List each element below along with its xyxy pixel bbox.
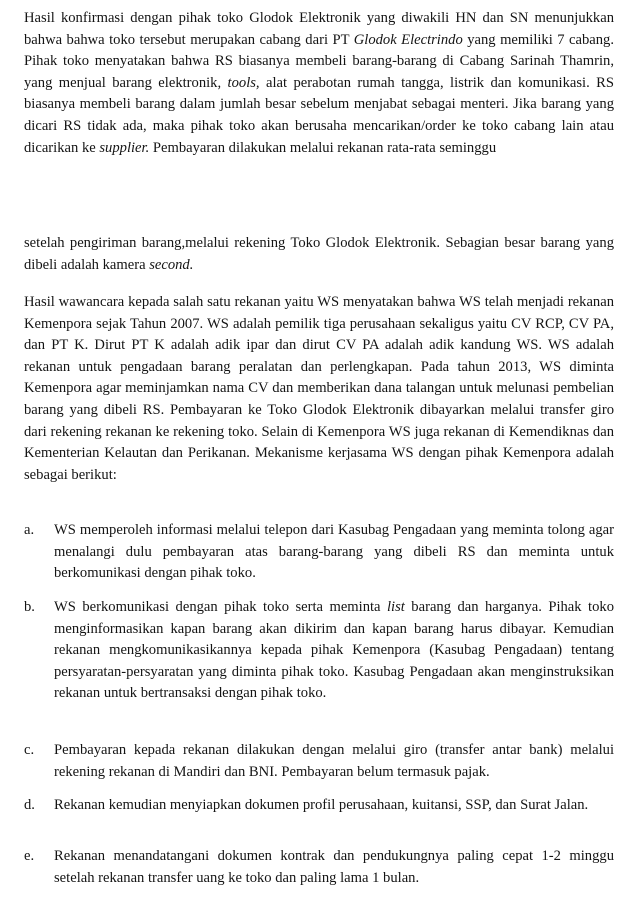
italic-term-second: second. (149, 256, 194, 273)
italic-term-tools: tools, (227, 74, 260, 91)
paragraph-text: Hasil konfirmasi dengan pihak toko Glodok Elektronik yang diwakili HN dan SN menunjukkan bahwa bahwa toko tersebut merupakan cabang dari PT (24, 10, 614, 48)
paragraph-text: alat perabotan rumah tangga, listrik dan komunikasi. RS biasanya membeli barang dalam jumlah besar sebelum menjabat sebagai menteri. Jika barang yang dicari RS tidak ada, maka pihak toko akan berusaha mencarikan/order ke toko cabang lain atau dicarikan ke (24, 74, 615, 156)
list-marker: d. (24, 797, 35, 813)
italic-term-supplier: supplier. (99, 139, 150, 156)
list-item-b (24, 597, 614, 705)
list-item-text: WS memperoleh informasi melalui telepon dari Kasubag Pengadaan yang meminta tolong agar menalangi dulu pembayaran atas barang-barang yang dibeli RS dan meminta untuk berkomunikasi dengan pihak toko. (54, 522, 614, 582)
list-item-text (54, 597, 614, 705)
paragraph-konfirmasi-toko (24, 8, 614, 159)
paragraph-text: yang memiliki 7 cabang. Pihak toko menyatakan bahwa RS biasanya membeli barang-barang di Cabang Sarinah Thamrin, yang menjual barang elektronik, (24, 31, 614, 91)
paragraph-text: Pembayaran dilakukan melalui rekanan rata-rata seminggu (149, 139, 497, 156)
list-marker: c. (24, 742, 35, 758)
list-item-a (24, 520, 614, 585)
list-item-e (24, 846, 614, 889)
list-item-text: Pembayaran kepada rekanan dilakukan dengan melalui giro (transfer antar bank) melalui rekening rekanan di Mandiri dan BNI. Pembayaran belum termasuk pajak. (54, 742, 614, 780)
list-item-text: Rekanan kemudian menyiapkan dokumen profil perusahaan, kuitansi, SSP, dan Surat Jalan. (54, 797, 589, 813)
list-item-d (24, 795, 614, 817)
italic-term-list: list (387, 599, 405, 615)
paragraph-text: setelah pengiriman barang,melalui rekening Toko Glodok Elektronik. Sebagian besar barang yang dibeli adalah kamera (24, 235, 614, 273)
paragraph-pengiriman-barang (24, 233, 614, 276)
list-text-part: barang dan harganya. Pihak toko menginformasikan kapan barang akan dikirim dan kapan barang harus dibayar. Kemudian rekanan mengkomunikasikannya kepada pihak Kemenpora (Kasubag Pengadaan) tentang persyaratan-persyaratan yang diminta pihak toko. Kasubag Pengadaan akan menginstruksikan rekanan untuk bertransaksi dengan pihak toko. (54, 599, 614, 702)
list-marker: a. (24, 522, 35, 538)
list-marker: e. (24, 848, 35, 864)
list-item-c (24, 740, 614, 783)
paragraph-wawancara-rekanan: Hasil wawancara kepada salah satu rekanan yaitu WS menyatakan bahwa WS telah menjadi rekanan Kemenpora sejak Tahun 2007. WS adalah pemilik tiga perusahaan sekaligus yaitu CV RCP, CV PA, dan PT K. Dirut PT K adalah adik ipar dan dirut CV PA adalah adik kandung WS. WS adalah rekanan untuk pengadaan barang peralatan dan perlengkapan. Pada tahun 2013, WS diminta Kemenpora agar meminjamkan nama CV dan memberikan dana talangan untuk melunasi pembelian barang yang dibeli RS. Pembayaran ke Toko Glodok Elektronik dibayarkan melalui transfer giro dari rekening rekanan ke rekening toko. Selain di Kemenpora WS juga rekanan di Kemendiknas dan Kementerian Kelautan dan Perikanan. Mekanisme kerjasama WS dengan pihak Kemenpora adalah sebagai berikut: (24, 294, 614, 483)
list-marker: b. (24, 599, 35, 615)
italic-company-name: Glodok Electrindo (353, 31, 463, 48)
list-text-part: WS berkomunikasi dengan pihak toko serta meminta (54, 599, 387, 615)
list-item-text: Rekanan menandatangani dokumen kontrak dan pendukungnya paling cepat 1-2 minggu setelah rekanan transfer uang ke toko dan paling lama 1 bulan. (54, 848, 614, 886)
